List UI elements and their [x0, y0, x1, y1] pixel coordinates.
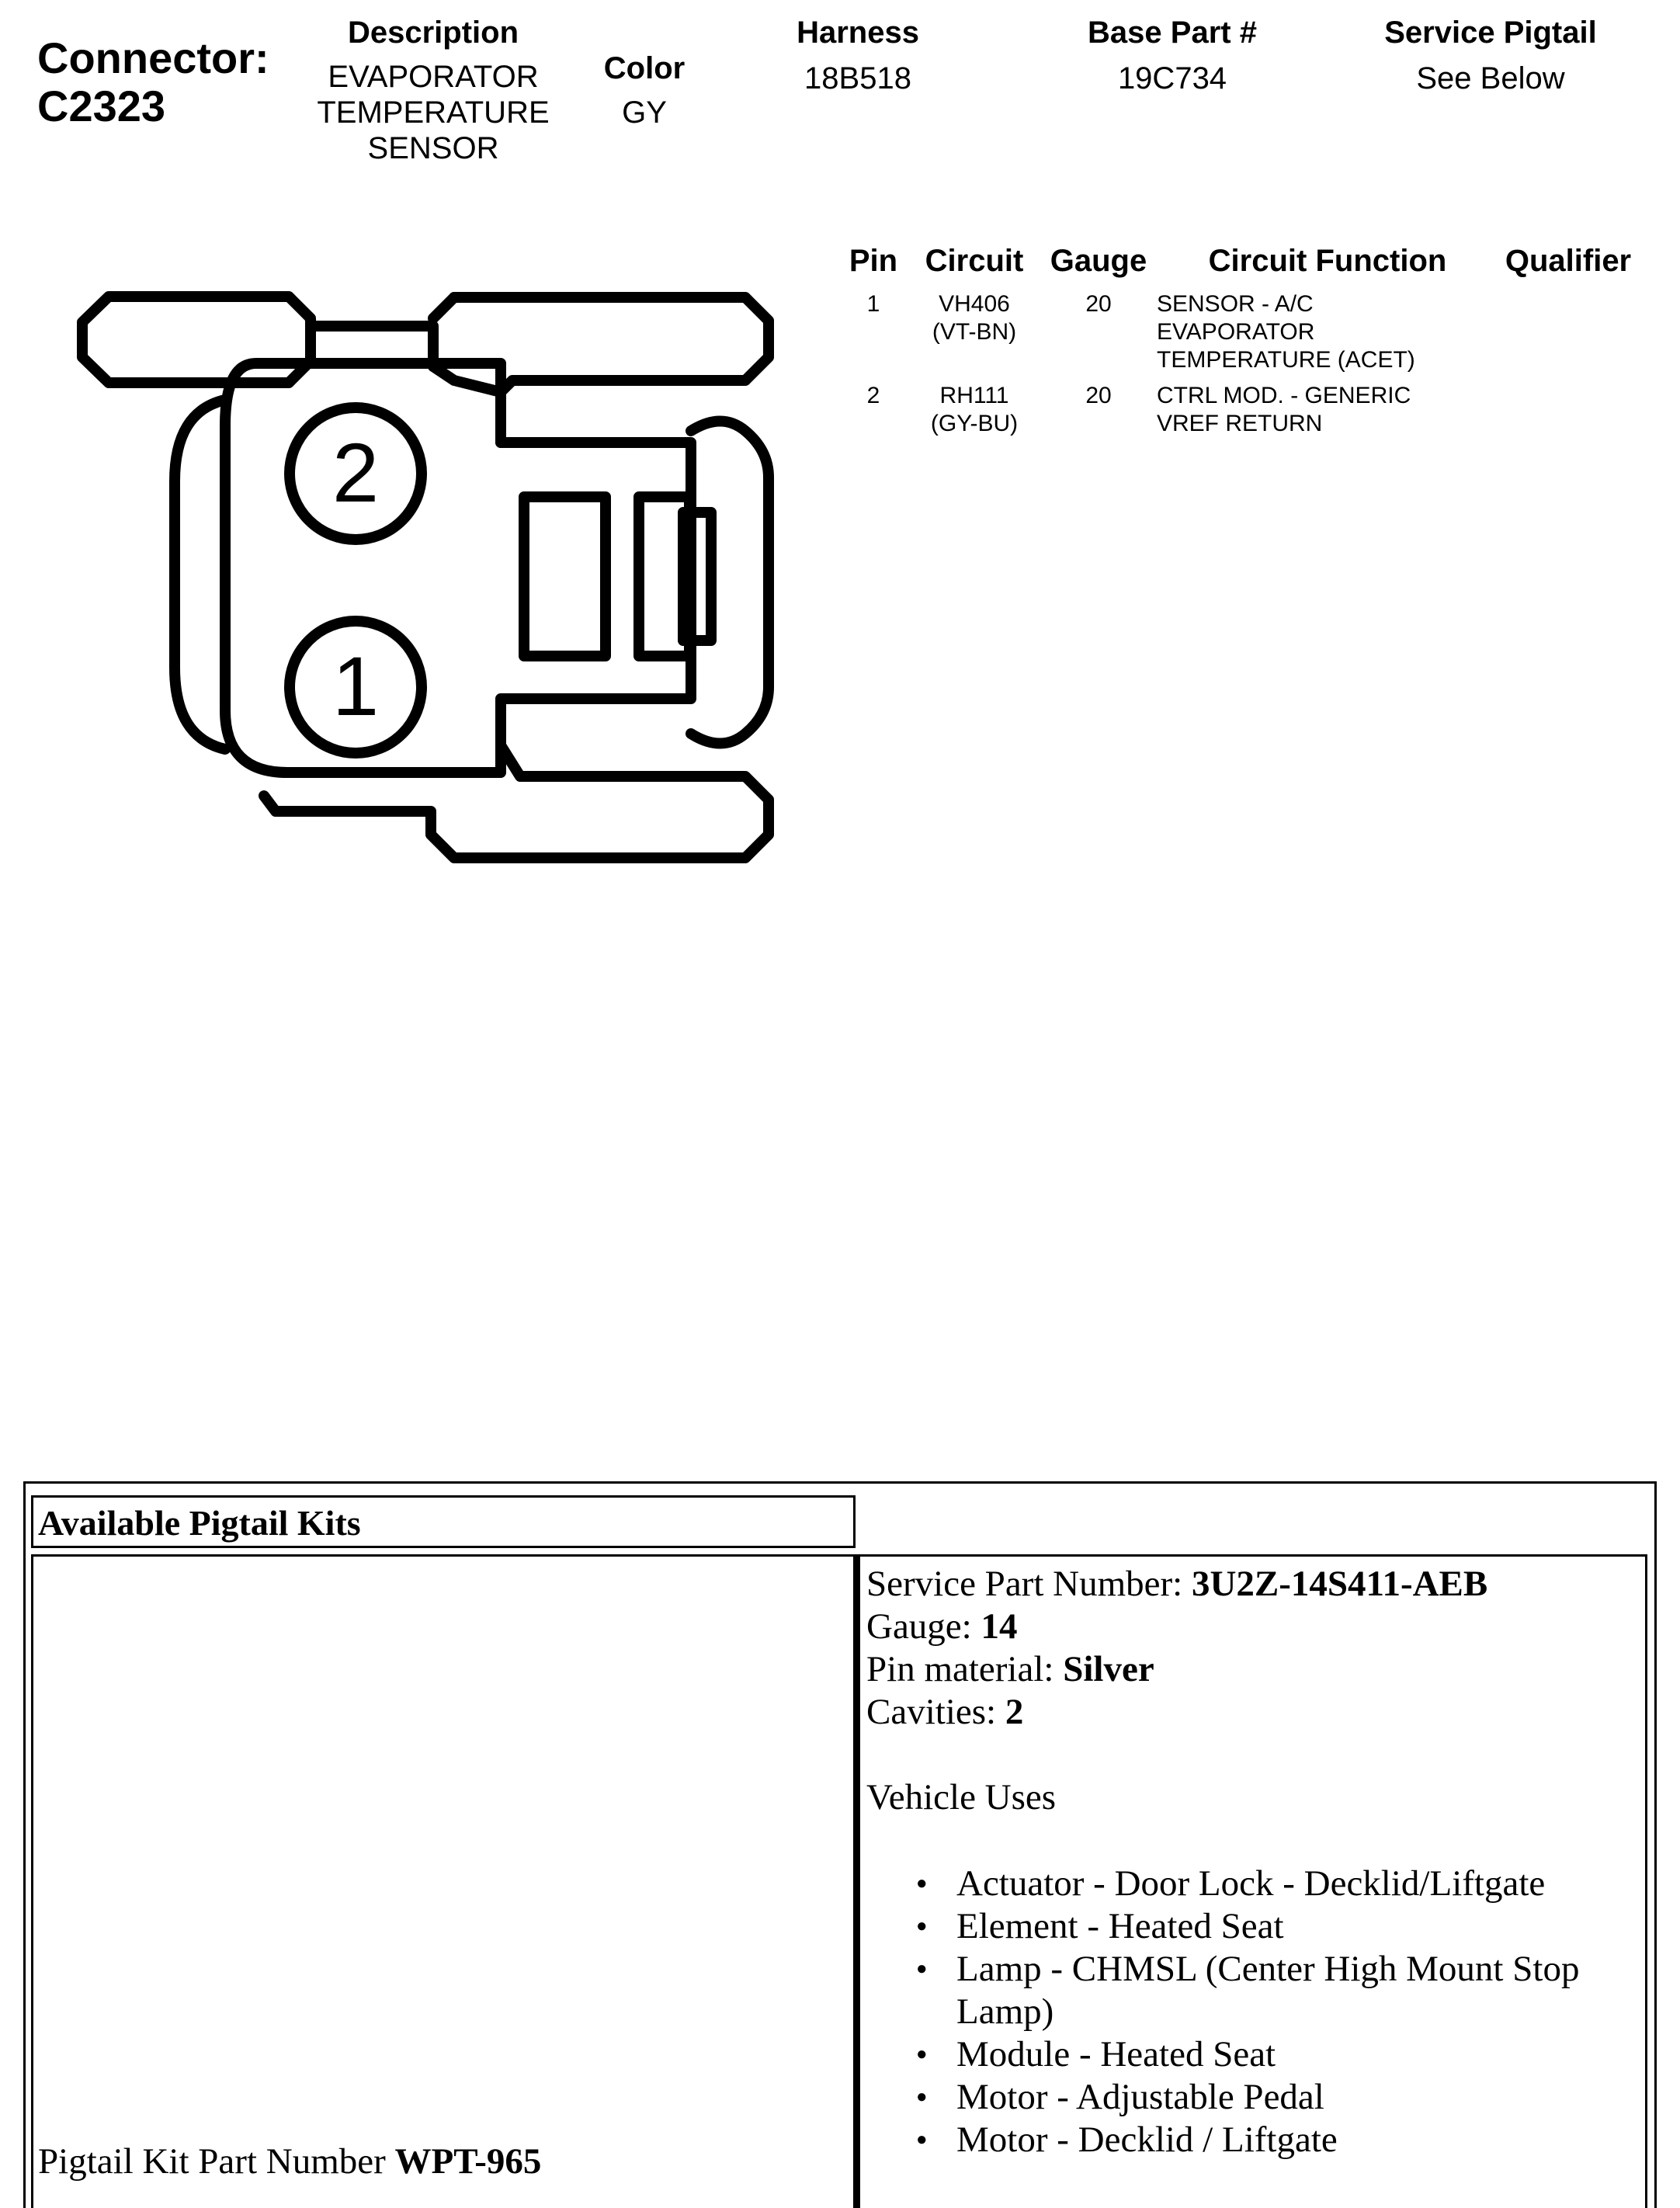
service-part-label: Service Part Number: — [866, 1564, 1183, 1604]
pigtail-title: Available Pigtail Kits — [38, 1503, 361, 1543]
upper-notch — [433, 297, 501, 392]
circuit-id: VH406 — [939, 291, 1010, 317]
lock-slot-left — [524, 497, 606, 656]
left-bump — [175, 400, 225, 749]
circuit-function-header: Circuit Function — [1208, 244, 1447, 278]
gauge-cell: 20 — [1085, 383, 1112, 408]
gauge-header: Gauge — [1050, 244, 1147, 278]
description-header: Description — [347, 16, 519, 50]
description-line: SENSOR — [367, 131, 499, 165]
circuit-color: (VT-BN) — [932, 319, 1017, 345]
function-line: EVAPORATOR — [1157, 319, 1315, 345]
gauge-value: 14 — [981, 1606, 1018, 1647]
color-value: GY — [622, 95, 667, 130]
pigtail-title-cell — [31, 1495, 856, 1548]
gauge-label: Gauge: — [866, 1606, 972, 1647]
description-value — [301, 59, 565, 166]
qualifier-header: Qualifier — [1505, 244, 1632, 278]
pigtail-image-cell — [31, 1554, 856, 2208]
list-item: ● Element - Heated Seat — [913, 1905, 1635, 1948]
cavity-1-label: 1 — [331, 639, 380, 733]
pin-material-value: Silver — [1063, 1649, 1154, 1689]
cavities-row — [866, 1691, 1635, 1734]
connector-face-diagram — [70, 279, 792, 877]
function-line: VREF RETURN — [1157, 411, 1323, 436]
list-item: ● Motor - Adjustable Pedal — [913, 2076, 1635, 2119]
gauge-cell: 20 — [1085, 291, 1112, 317]
right-side-tab — [691, 422, 769, 744]
pigtail-details — [866, 1563, 1635, 2161]
list-item: ● Lamp - CHMSL (Center High Mount Stop Lamp) — [913, 1948, 1635, 2033]
circuit-cell — [916, 290, 1033, 346]
cavities-value: 2 — [1005, 1692, 1024, 1732]
color-header: Color — [603, 51, 686, 85]
list-item: ● Module - Heated Seat — [913, 2033, 1635, 2076]
cavities-label: Cavities: — [866, 1692, 997, 1732]
connector-label: Connector: — [37, 33, 269, 82]
list-item: ● Actuator - Door Lock - Decklid/Liftgate — [913, 1863, 1635, 1905]
base-part-header: Base Part # — [1088, 16, 1257, 50]
vehicle-uses-label: Vehicle Uses — [866, 1777, 1057, 1817]
circuit-header: Circuit — [925, 244, 1024, 278]
cavity-2-label: 2 — [331, 425, 380, 519]
function-cell — [1157, 382, 1483, 438]
circuit-color: (GY-BU) — [930, 411, 1019, 436]
harness-value: 18B518 — [804, 61, 911, 95]
function-line: CTRL MOD. - GENERIC — [1157, 383, 1411, 408]
pin-number: 1 — [866, 291, 880, 317]
description-line: EVAPORATOR — [328, 60, 539, 94]
connector-id: C2323 — [37, 82, 166, 130]
pin-material-row — [866, 1648, 1635, 1691]
pin-material-label: Pin material: — [866, 1649, 1054, 1689]
function-line: TEMPERATURE (ACET) — [1157, 347, 1415, 373]
gauge-row — [866, 1606, 1635, 1648]
service-part-row — [866, 1563, 1635, 1606]
lock-tab — [683, 512, 711, 641]
service-pigtail-header: Service Pigtail — [1384, 16, 1597, 50]
pin-number: 2 — [866, 383, 880, 408]
base-part-value: 19C734 — [1117, 61, 1227, 95]
service-part-value: 3U2Z-14S411-AEB — [1191, 1564, 1488, 1604]
kit-number: WPT-965 — [394, 2141, 542, 2182]
upper-left-latch — [82, 297, 311, 383]
connector-title — [37, 34, 269, 130]
pigtail-title-spacer — [856, 1495, 1647, 1548]
circuit-cell — [916, 382, 1033, 438]
lower-right-latch — [264, 745, 769, 858]
pigtail-kit-part — [38, 2140, 541, 2183]
function-cell — [1157, 290, 1483, 374]
pin-header: Pin — [849, 244, 898, 278]
kit-label: Pigtail Kit Part Number — [38, 2141, 386, 2182]
circuit-id: RH111 — [939, 383, 1009, 408]
service-pigtail-value: See Below — [1416, 61, 1565, 95]
list-item: ● Motor - Decklid / Liftgate — [913, 2119, 1635, 2161]
function-line: SENSOR - A/C — [1157, 291, 1314, 317]
harness-header: Harness — [797, 16, 919, 50]
pigtail-info-cell — [856, 1554, 1647, 2208]
description-line: TEMPERATURE — [317, 95, 550, 130]
vehicle-uses-list — [913, 1863, 1635, 2161]
